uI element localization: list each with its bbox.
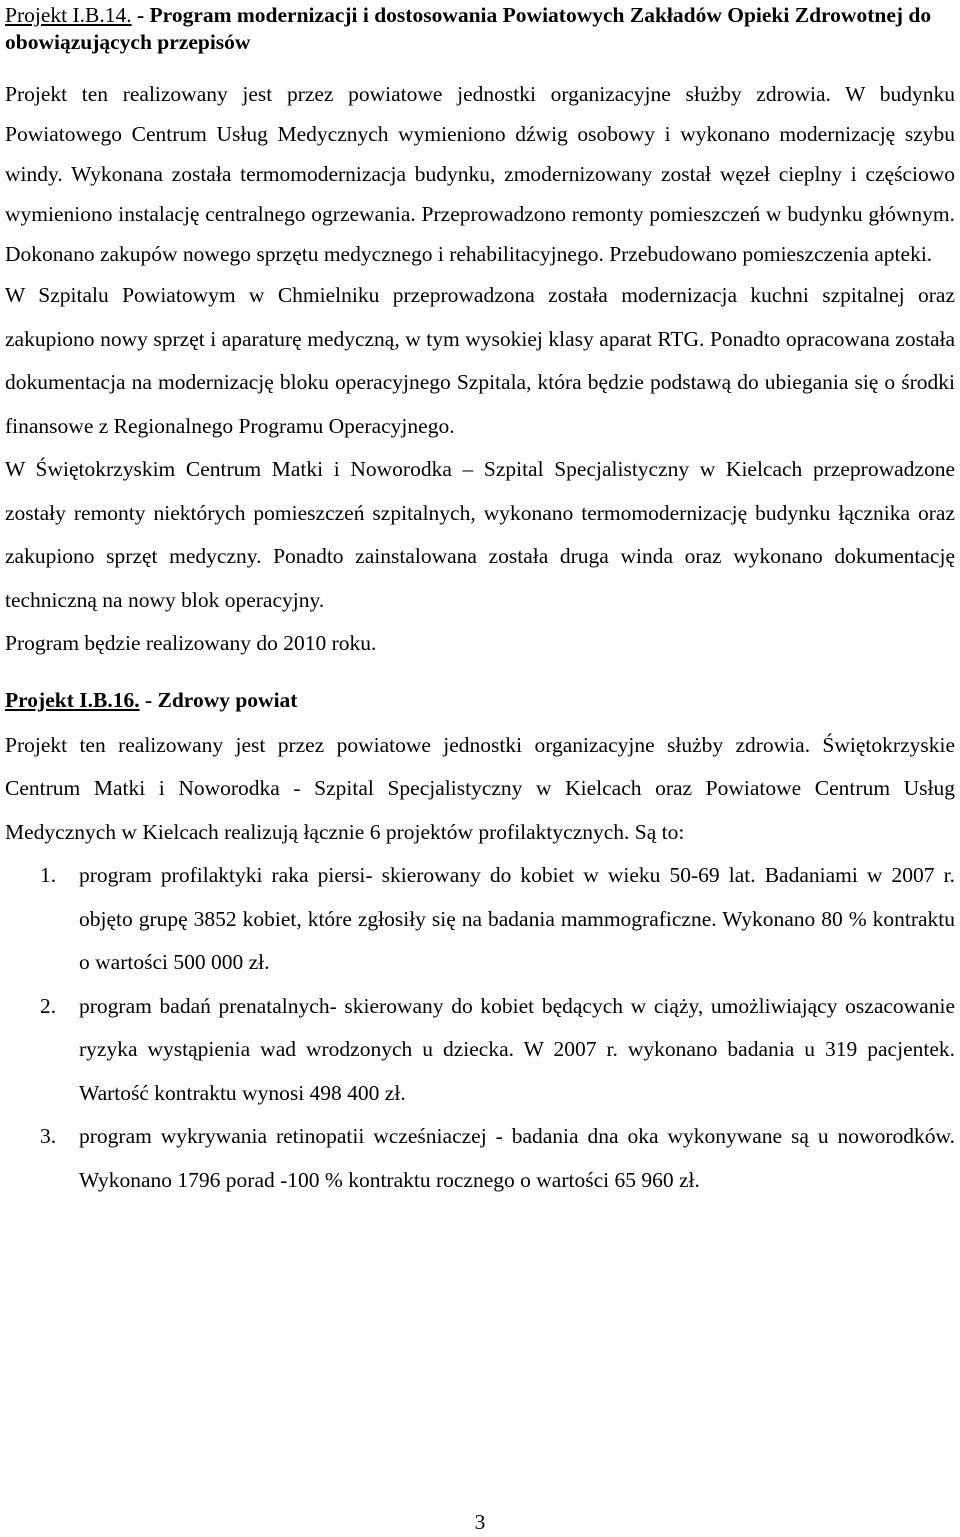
list-number: 2. (40, 993, 57, 1018)
list-item (5, 854, 955, 985)
heading-separator: - (131, 3, 150, 27)
project-reference: Projekt I.B.14. (5, 3, 132, 27)
page-number: 3 (474, 1510, 486, 1534)
section-title: Zdrowy powiat (157, 687, 298, 712)
paragraph: W Świętokrzyskim Centrum Matki i Noworodka – Szpital Specjalistyczny w Kielcach przeprowadzone zostały remonty niektórych pomieszczeń szpitalnych, wykonano termomodernizację budynku łącznika oraz zakupiono sprzęt medyczny. Ponadto zainstalowana została druga winda oraz wykonano dokumentację techniczną na nowy blok operacyjny. (5, 457, 955, 612)
list-item-text: program badań prenatalnych- skierowany do kobiet będących w ciąży, umożliwiający oszacowanie ryzyka wystąpienia wad wrodzonych u dziecka. W 2007 r. wykonano badania u 319 pacjentek. Wartość kontraktu wynosi 498 400 zł. (79, 993, 955, 1105)
section-title: Program modernizacji i dostosowania Powiatowych Zakładów Opieki Zdrowotnej do obowiązujących przepisów (5, 3, 932, 54)
list-number: 3. (40, 1124, 57, 1148)
section-heading-ib14 (5, 0, 955, 56)
list-item (5, 985, 955, 1116)
list-item-text: program profilaktyki raka piersi- skierowany do kobiet w wieku 50-69 lat. Badaniami w 2007 r. objęto grupę 3852 kobiet, które zgłosiły się na badania mammograficzne. Wykonano 80 % kontraktu o wartości 500 000 zł. (79, 863, 955, 974)
heading-separator: - (139, 687, 158, 712)
program-list (5, 854, 955, 1202)
list-item (5, 1115, 955, 1202)
project-reference: Projekt I.B.16. (5, 687, 140, 712)
list-number: 1. (40, 863, 57, 887)
paragraph: Projekt ten realizowany jest przez powiatowe jednostki organizacyjne służby zdrowia. Świętokrzyskie Centrum Matki i Noworodka - Szpital Specjalistyczny w Kielcach oraz Powiatowe Centrum Usług Medycznych w Kielcach realizują łącznie 6 projektów profilaktycznych. Są to: (5, 732, 955, 844)
document-page (5, 0, 955, 1202)
paragraph: Projekt ten realizowany jest przez powiatowe jednostki organizacyjne służby zdrowia. W budynku Powiatowego Centrum Usług Medycznych wymieniono dźwig osobowy i wykonano modernizację szybu windy. Wykonana została termomodernizacja budynku, zmodernizowany został węzeł cieplny i częściowo wymieniono instalację centralnego ogrzewania. Przeprowadzono remonty pomieszczeń w budynku głównym. Dokonano zakupów nowego sprzętu medycznego i rehabilitacyjnego. Przebudowano pomieszczenia apteki. (5, 82, 955, 266)
list-item-text: program wykrywania retinopatii wcześniaczej - badania dna oka wykonywane są u noworodków. Wykonano 1796 porad -100 % kontraktu rocznego o wartości 65 960 zł. (79, 1124, 955, 1192)
section-heading-ib16 (5, 680, 955, 720)
paragraph: Program będzie realizowany do 2010 roku. (5, 631, 377, 655)
paragraph: W Szpitalu Powiatowym w Chmielniku przeprowadzona została modernizacja kuchni szpitalnej oraz zakupiono nowy sprzęt i aparaturę medyczną, w tym wysokiej klasy aparat RTG. Ponadto opracowana została dokumentacja na modernizację bloku operacyjnego Szpitala, która będzie podstawą do ubiegania się o środki finansowe z Regionalnego Programu Operacyjnego. (5, 283, 955, 438)
